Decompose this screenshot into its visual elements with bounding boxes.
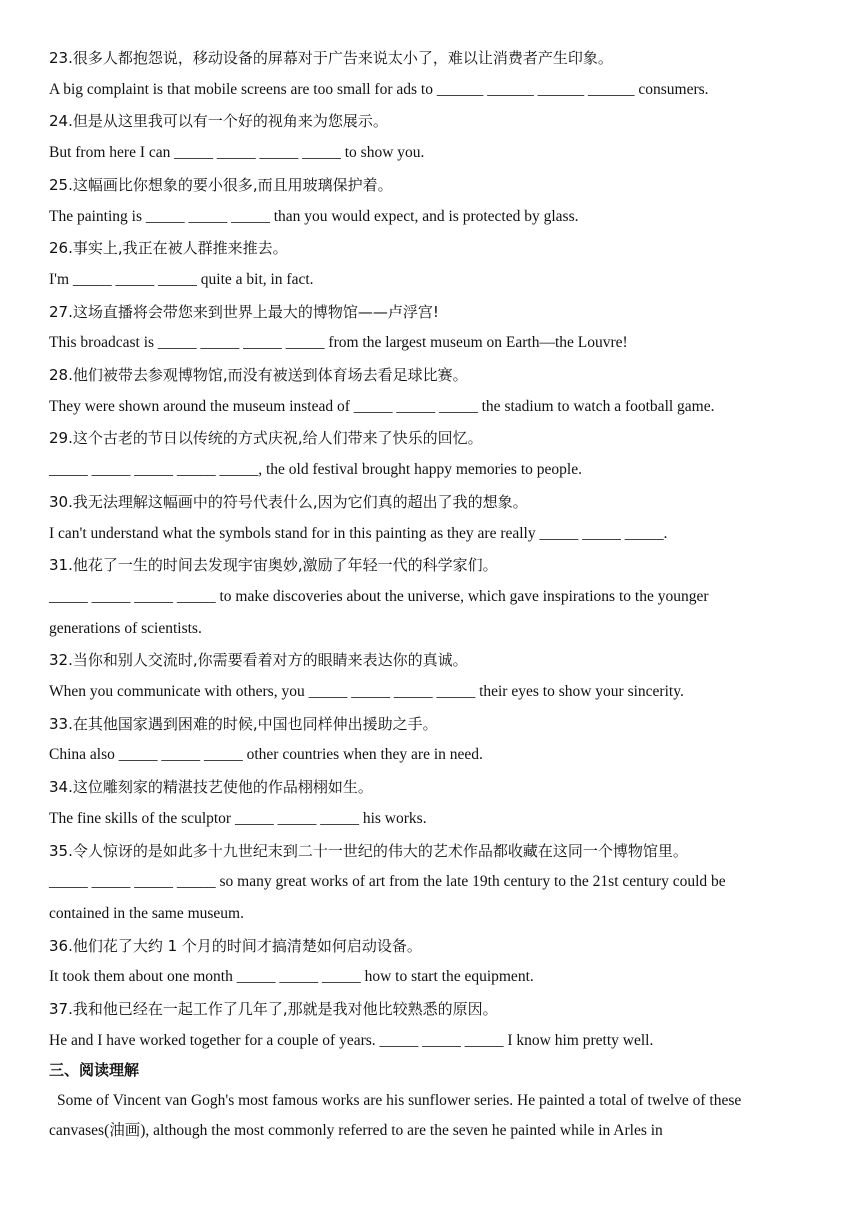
reading-paragraph: Some of Vincent van Gogh's most famous works are his sunflower series. He painted a total of twelve of these canvases(油画), although the most commonly referred to are the seven he painted while in Arles in xyxy=(49,1092,742,1140)
question-chinese: 28.他们被带去参观博物馆,而没有被送到体育场去看足球比赛。 xyxy=(49,366,468,384)
question-chinese: 30.我无法理解这幅画中的符号代表什么,因为它们真的超出了我的想象。 xyxy=(49,492,528,511)
question-chinese: 27.这场直播将会带您来到世界上最大的博物馆——卢浮宫! xyxy=(49,302,439,321)
question-english: I can't understand what the symbols stand for in this painting as they are really _____ _____ _____. xyxy=(49,524,668,542)
question-english: I'm _____ _____ _____ quite a bit, in fact. xyxy=(49,270,314,288)
question-chinese: 25.这幅画比你想象的要小很多,而且用玻璃保护着。 xyxy=(49,175,393,194)
question-english: He and I have worked together for a couple of years. _____ _____ _____ I know him pretty well. xyxy=(49,1031,654,1049)
question-english: generations of scientists. xyxy=(49,619,202,637)
question-chinese: 31.他花了一生的时间去发现宇宙奥妙,激励了年轻一代的科学家们。 xyxy=(49,556,498,575)
question-chinese: 24.但是从这里我可以有一个好的视角来为您展示。 xyxy=(49,112,388,131)
question-english: A big complaint is that mobile screens are too small for ads to ______ ______ ______ ______ consumers. xyxy=(49,80,709,98)
question-chinese: 23.很多人都抱怨说，移动设备的屏幕对于广告来说太小了，难以让消费者产生印象。 xyxy=(49,49,613,67)
question-english: When you communicate with others, you _____ _____ _____ _____ their eyes to show your sincerity. xyxy=(49,683,684,700)
question-chinese: 35.令人惊讶的是如此多十九世纪末到二十一世纪的伟大的艺术作品都收藏在这同一个博物馆里。 xyxy=(49,841,688,860)
question-english: This broadcast is _____ _____ _____ _____ from the largest museum on Earth—the Louvre! xyxy=(49,334,628,352)
question-english: The painting is _____ _____ _____ than you would expect, and is protected by glass. xyxy=(49,207,579,225)
question-chinese: 34.这位雕刻家的精湛技艺使他的作品栩栩如生。 xyxy=(49,778,373,797)
question-english: China also _____ _____ _____ other countries when they are in need. xyxy=(49,746,483,764)
question-english: _____ _____ _____ _____ _____, the old festival brought happy memories to people. xyxy=(49,461,582,479)
question-chinese: 26.事实上,我正在被人群推来推去。 xyxy=(49,239,288,258)
question-english: But from here I can _____ _____ _____ _____ to show you. xyxy=(49,144,425,162)
question-chinese: 37.我和他已经在一起工作了几年了,那就是我对他比较熟悉的原因。 xyxy=(49,1000,498,1018)
question-english: contained in the same museum. xyxy=(49,904,244,922)
question-english: The fine skills of the sculptor _____ _____ _____ his works. xyxy=(49,809,427,827)
question-english: They were shown around the museum instead of _____ _____ _____ the stadium to watch a football game. xyxy=(49,397,715,415)
question-english: _____ _____ _____ _____ so many great works of art from the late 19th century to the 21st century could be xyxy=(49,873,726,891)
question-chinese: 36.他们花了大约 1 个月的时间才搞清楚如何启动设备。 xyxy=(49,936,422,955)
question-english: _____ _____ _____ _____ to make discoveries about the universe, which gave inspirations to the younger xyxy=(49,587,709,605)
question-chinese: 32.当你和别人交流时,你需要看着对方的眼睛来表达你的真诚。 xyxy=(49,651,468,670)
question-chinese: 33.在其他国家遇到困难的时候,中国也同样伸出援助之手。 xyxy=(49,714,438,733)
question-english: It took them about one month _____ _____ _____ how to start the equipment. xyxy=(49,968,534,986)
section-heading: 三、阅读理解 xyxy=(49,1061,140,1080)
question-chinese: 29.这个古老的节日以传统的方式庆祝,给人们带来了快乐的回忆。 xyxy=(49,429,483,448)
